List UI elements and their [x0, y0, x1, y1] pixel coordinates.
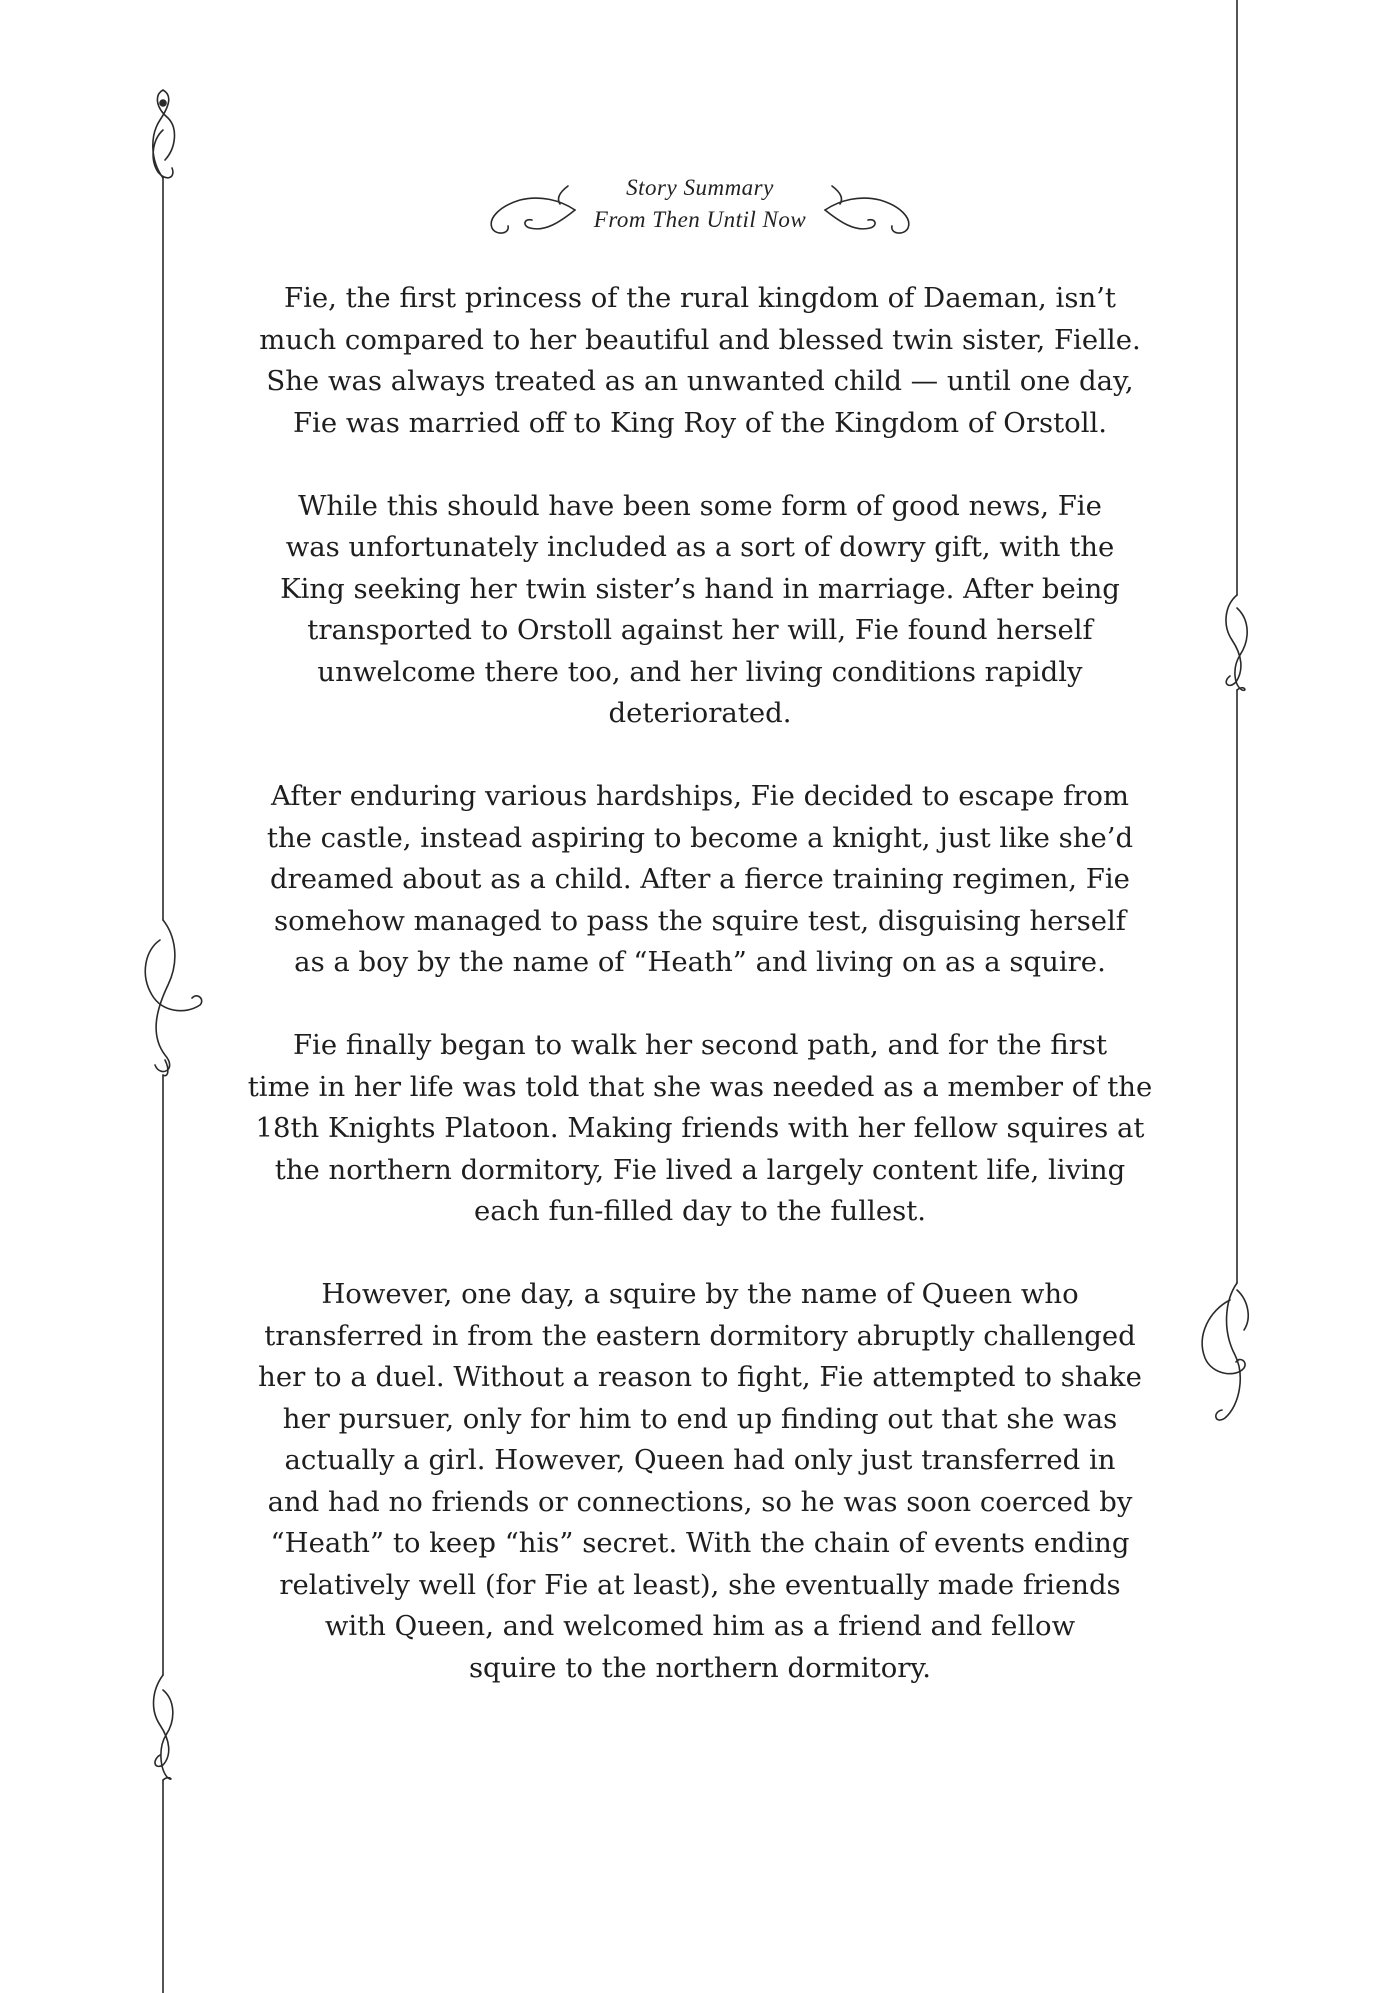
paragraph-line: After enduring various hardships, Fie decided to escape from	[270, 780, 1130, 812]
story-summary-text	[210, 278, 1190, 1731]
summary-paragraph-1	[210, 278, 1190, 444]
flourish-left-top	[153, 90, 175, 178]
paragraph-line: each fun-filled day to the fullest.	[473, 1195, 927, 1227]
summary-paragraph-5	[210, 1274, 1190, 1689]
paragraph-line: Fie was married off to King Roy of the Kingdom of Orstoll.	[292, 406, 1108, 439]
story-summary-header	[470, 160, 930, 250]
paragraph-line: the northern dormitory, Fie lived a largely content life, living	[274, 1153, 1126, 1186]
paragraph-line: the castle, instead aspiring to become a knight, just like she’d	[266, 821, 1134, 854]
paragraph-line: deteriorated.	[608, 697, 792, 729]
paragraph-line: transferred in from the eastern dormitory abruptly challenged	[264, 1319, 1136, 1352]
paragraph-line: and had no friends or connections, so he was soon coerced by	[267, 1485, 1133, 1518]
flourish-right-upper	[1226, 595, 1247, 690]
paragraph-line: King seeking her twin sister’s hand in marriage. After being	[280, 572, 1120, 605]
paragraph-line: However, one day, a squire by the name of Queen who	[321, 1278, 1079, 1310]
summary-paragraph-2	[210, 486, 1190, 735]
paragraph-line: much compared to her beautiful and blessed twin sister, Fielle.	[259, 323, 1141, 356]
paragraph-line: was unfortunately included as a sort of dowry gift, with the	[285, 531, 1115, 563]
summary-paragraph-4	[210, 1025, 1190, 1233]
header-title-line1: Story Summary	[626, 175, 774, 200]
flourish-left-middle	[145, 920, 201, 1076]
paragraph-line: transported to Orstoll against her will, Fie found herself	[307, 614, 1093, 646]
paragraph-line: her to a duel. Without a reason to fight, Fie attempted to shake	[258, 1361, 1142, 1393]
flourish-left-bottom	[154, 1675, 173, 1780]
paragraph-line: somehow managed to pass the squire test, disguising herself	[274, 904, 1126, 937]
paragraph-line: time in her life was told that she was needed as a member of the	[247, 1070, 1153, 1103]
paragraph-line: dreamed about as a child. After a fierce training regimen, Fie	[270, 863, 1130, 895]
paragraph-line: Fie, the first princess of the rural kingdom of Daeman, isn’t	[284, 282, 1116, 314]
flourish-right-lower	[1202, 1283, 1248, 1420]
paragraph-line: Fie finally began to walk her second path, and for the first	[292, 1029, 1108, 1061]
paragraph-line: squire to the northern dormitory.	[468, 1651, 932, 1684]
paragraph-line: relatively well (for Fie at least), she eventually made friends	[279, 1568, 1121, 1601]
paragraph-line: actually a girl. However, Queen had only just transferred in	[284, 1444, 1116, 1476]
summary-paragraph-3	[210, 776, 1190, 984]
paragraph-line: unwelcome there too, and her living conditions rapidly	[317, 655, 1083, 688]
paragraph-line: She was always treated as an unwanted child — until one day,	[266, 365, 1134, 397]
paragraph-line: with Queen, and welcomed him as a friend and fellow	[324, 1610, 1076, 1642]
paragraph-line: as a boy by the name of “Heath” and living on as a squire.	[294, 946, 1106, 978]
paragraph-line: 18th Knights Platoon. Making friends with her fellow squires at	[255, 1112, 1145, 1144]
paragraph-line: “Heath” to keep “his” secret. With the chain of events ending	[270, 1527, 1130, 1559]
paragraph-line: her pursuer, only for him to end up finding out that she was	[282, 1402, 1118, 1435]
paragraph-line: While this should have been some form of good news, Fie	[298, 489, 1102, 522]
header-title-line2: From Then Until Now	[593, 207, 807, 232]
